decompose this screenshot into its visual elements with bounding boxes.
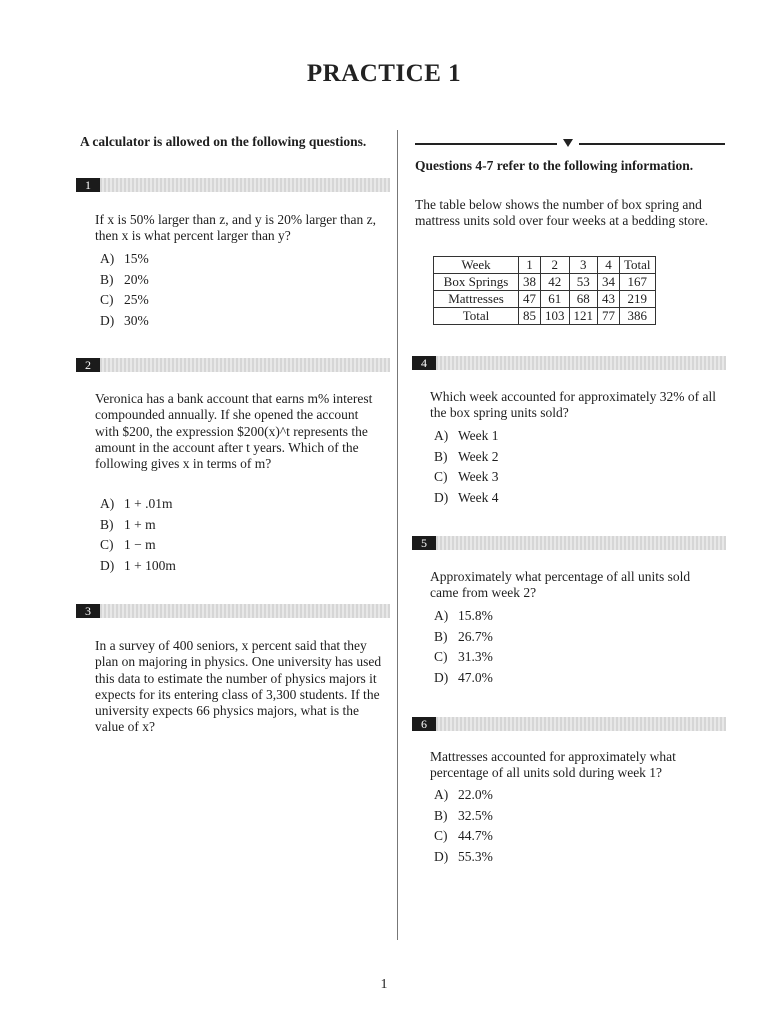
question-4-number: 4 <box>412 356 436 370</box>
choice[interactable]: B) Week 2 <box>434 448 499 464</box>
table-cell: 4 <box>598 257 620 274</box>
question-6-choices <box>434 785 493 867</box>
question-4-header <box>412 356 726 370</box>
choice[interactable]: D) Week 4 <box>434 489 499 505</box>
table-cell: 38 <box>519 274 541 291</box>
question-6-text: Mattresses accounted for approximately what percentage of all units sold during week 1? <box>430 749 676 781</box>
choice[interactable]: A) Week 1 <box>434 428 499 443</box>
table-cell: 47 <box>519 291 541 308</box>
info-rule-left <box>415 143 557 145</box>
table-cell: 77 <box>598 308 620 325</box>
question-6-header <box>412 717 726 731</box>
choice[interactable]: C) 25% <box>100 292 149 307</box>
choice[interactable]: B) 32.5% <box>434 807 493 823</box>
choice[interactable]: C) Week 3 <box>434 469 499 484</box>
table-cell: 43 <box>598 291 620 308</box>
info-rule-right <box>579 143 725 145</box>
table-cell: 219 <box>620 291 656 308</box>
table-cell: 386 <box>620 308 656 325</box>
table-row <box>434 291 656 308</box>
table-cell: 121 <box>569 308 598 325</box>
question-1-text: If x is 50% larger than z, and y is 20% larger than z, then x is what percent larger than y? <box>95 212 377 244</box>
question-4-text: Which week accounted for approximately 32% of all the box spring units sold? <box>430 389 717 421</box>
down-arrow-icon <box>563 139 573 147</box>
choice[interactable]: A) 15% <box>100 251 149 266</box>
table-cell: 61 <box>541 291 570 308</box>
table-cell: 1 <box>519 257 541 274</box>
table-cell: Total <box>434 308 519 325</box>
question-2-text: Veronica has a bank account that earns m% interest compounded annually. If she opened the account with $200, the expression $200(x)^t represents the amount in the account after t years. Which of the following gives x in terms of m? <box>95 391 373 472</box>
table-cell: Box Springs <box>434 274 519 291</box>
question-3-number: 3 <box>76 604 100 618</box>
table-cell: 53 <box>569 274 598 291</box>
table-cell: 167 <box>620 274 656 291</box>
page-title: PRACTICE 1 <box>306 60 462 87</box>
table-cell: Total <box>620 257 656 274</box>
choice[interactable]: B) 26.7% <box>434 628 493 644</box>
choice[interactable]: C) 1 − m <box>100 537 156 552</box>
calculator-note: A calculator is allowed on the following questions. <box>80 134 367 149</box>
question-1-number: 1 <box>76 178 100 192</box>
question-2-number: 2 <box>76 358 100 372</box>
question-5-header <box>412 536 726 550</box>
table-row <box>434 308 656 325</box>
table-cell: 3 <box>569 257 598 274</box>
choice[interactable]: C) 44.7% <box>434 828 493 843</box>
question-2-header <box>76 358 390 372</box>
question-5-choices <box>434 606 493 688</box>
choice[interactable]: B) 20% <box>100 271 149 287</box>
table-row <box>434 274 656 291</box>
question-1-choices <box>100 249 149 331</box>
choice[interactable]: D) 1 + 100m <box>100 557 176 573</box>
choice[interactable]: C) 31.3% <box>434 649 493 664</box>
page-number: 1 <box>380 977 388 992</box>
choice[interactable]: D) 55.3% <box>434 848 493 864</box>
choice[interactable]: A) 22.0% <box>434 787 493 802</box>
choice[interactable]: A) 15.8% <box>434 608 493 623</box>
question-6-number: 6 <box>412 717 436 731</box>
table-cell: 85 <box>519 308 541 325</box>
question-4-choices <box>434 426 499 508</box>
table-cell: 34 <box>598 274 620 291</box>
table-cell: 42 <box>541 274 570 291</box>
question-2-choices <box>100 494 176 576</box>
question-5-text: Approximately what percentage of all units sold came from week 2? <box>430 569 691 601</box>
info-heading: Questions 4-7 refer to the following information. <box>415 158 694 173</box>
column-divider <box>397 130 398 940</box>
table-cell: 68 <box>569 291 598 308</box>
question-5-number: 5 <box>412 536 436 550</box>
question-1-header <box>76 178 390 192</box>
table-header-row <box>434 257 656 274</box>
sales-table <box>433 256 656 325</box>
choice[interactable]: B) 1 + m <box>100 516 156 532</box>
choice[interactable]: A) 1 + .01m <box>100 496 173 511</box>
question-3-text: In a survey of 400 seniors, x percent said that they plan on majoring in physics. One university has used this data to estimate the number of physics majors it expects for its entering class of 3,300 students. If the university expects 66 physics majors, what is the value of x? <box>95 638 382 735</box>
question-3-header <box>76 604 390 618</box>
table-cell: 2 <box>541 257 570 274</box>
info-text: The table below shows the number of box spring and mattress units sold over four weeks at a bedding store. <box>415 197 709 229</box>
table-cell: 103 <box>541 308 570 325</box>
choice[interactable]: D) 30% <box>100 312 149 328</box>
table-cell: Week <box>434 257 519 274</box>
table-cell: Mattresses <box>434 291 519 308</box>
choice[interactable]: D) 47.0% <box>434 669 493 685</box>
